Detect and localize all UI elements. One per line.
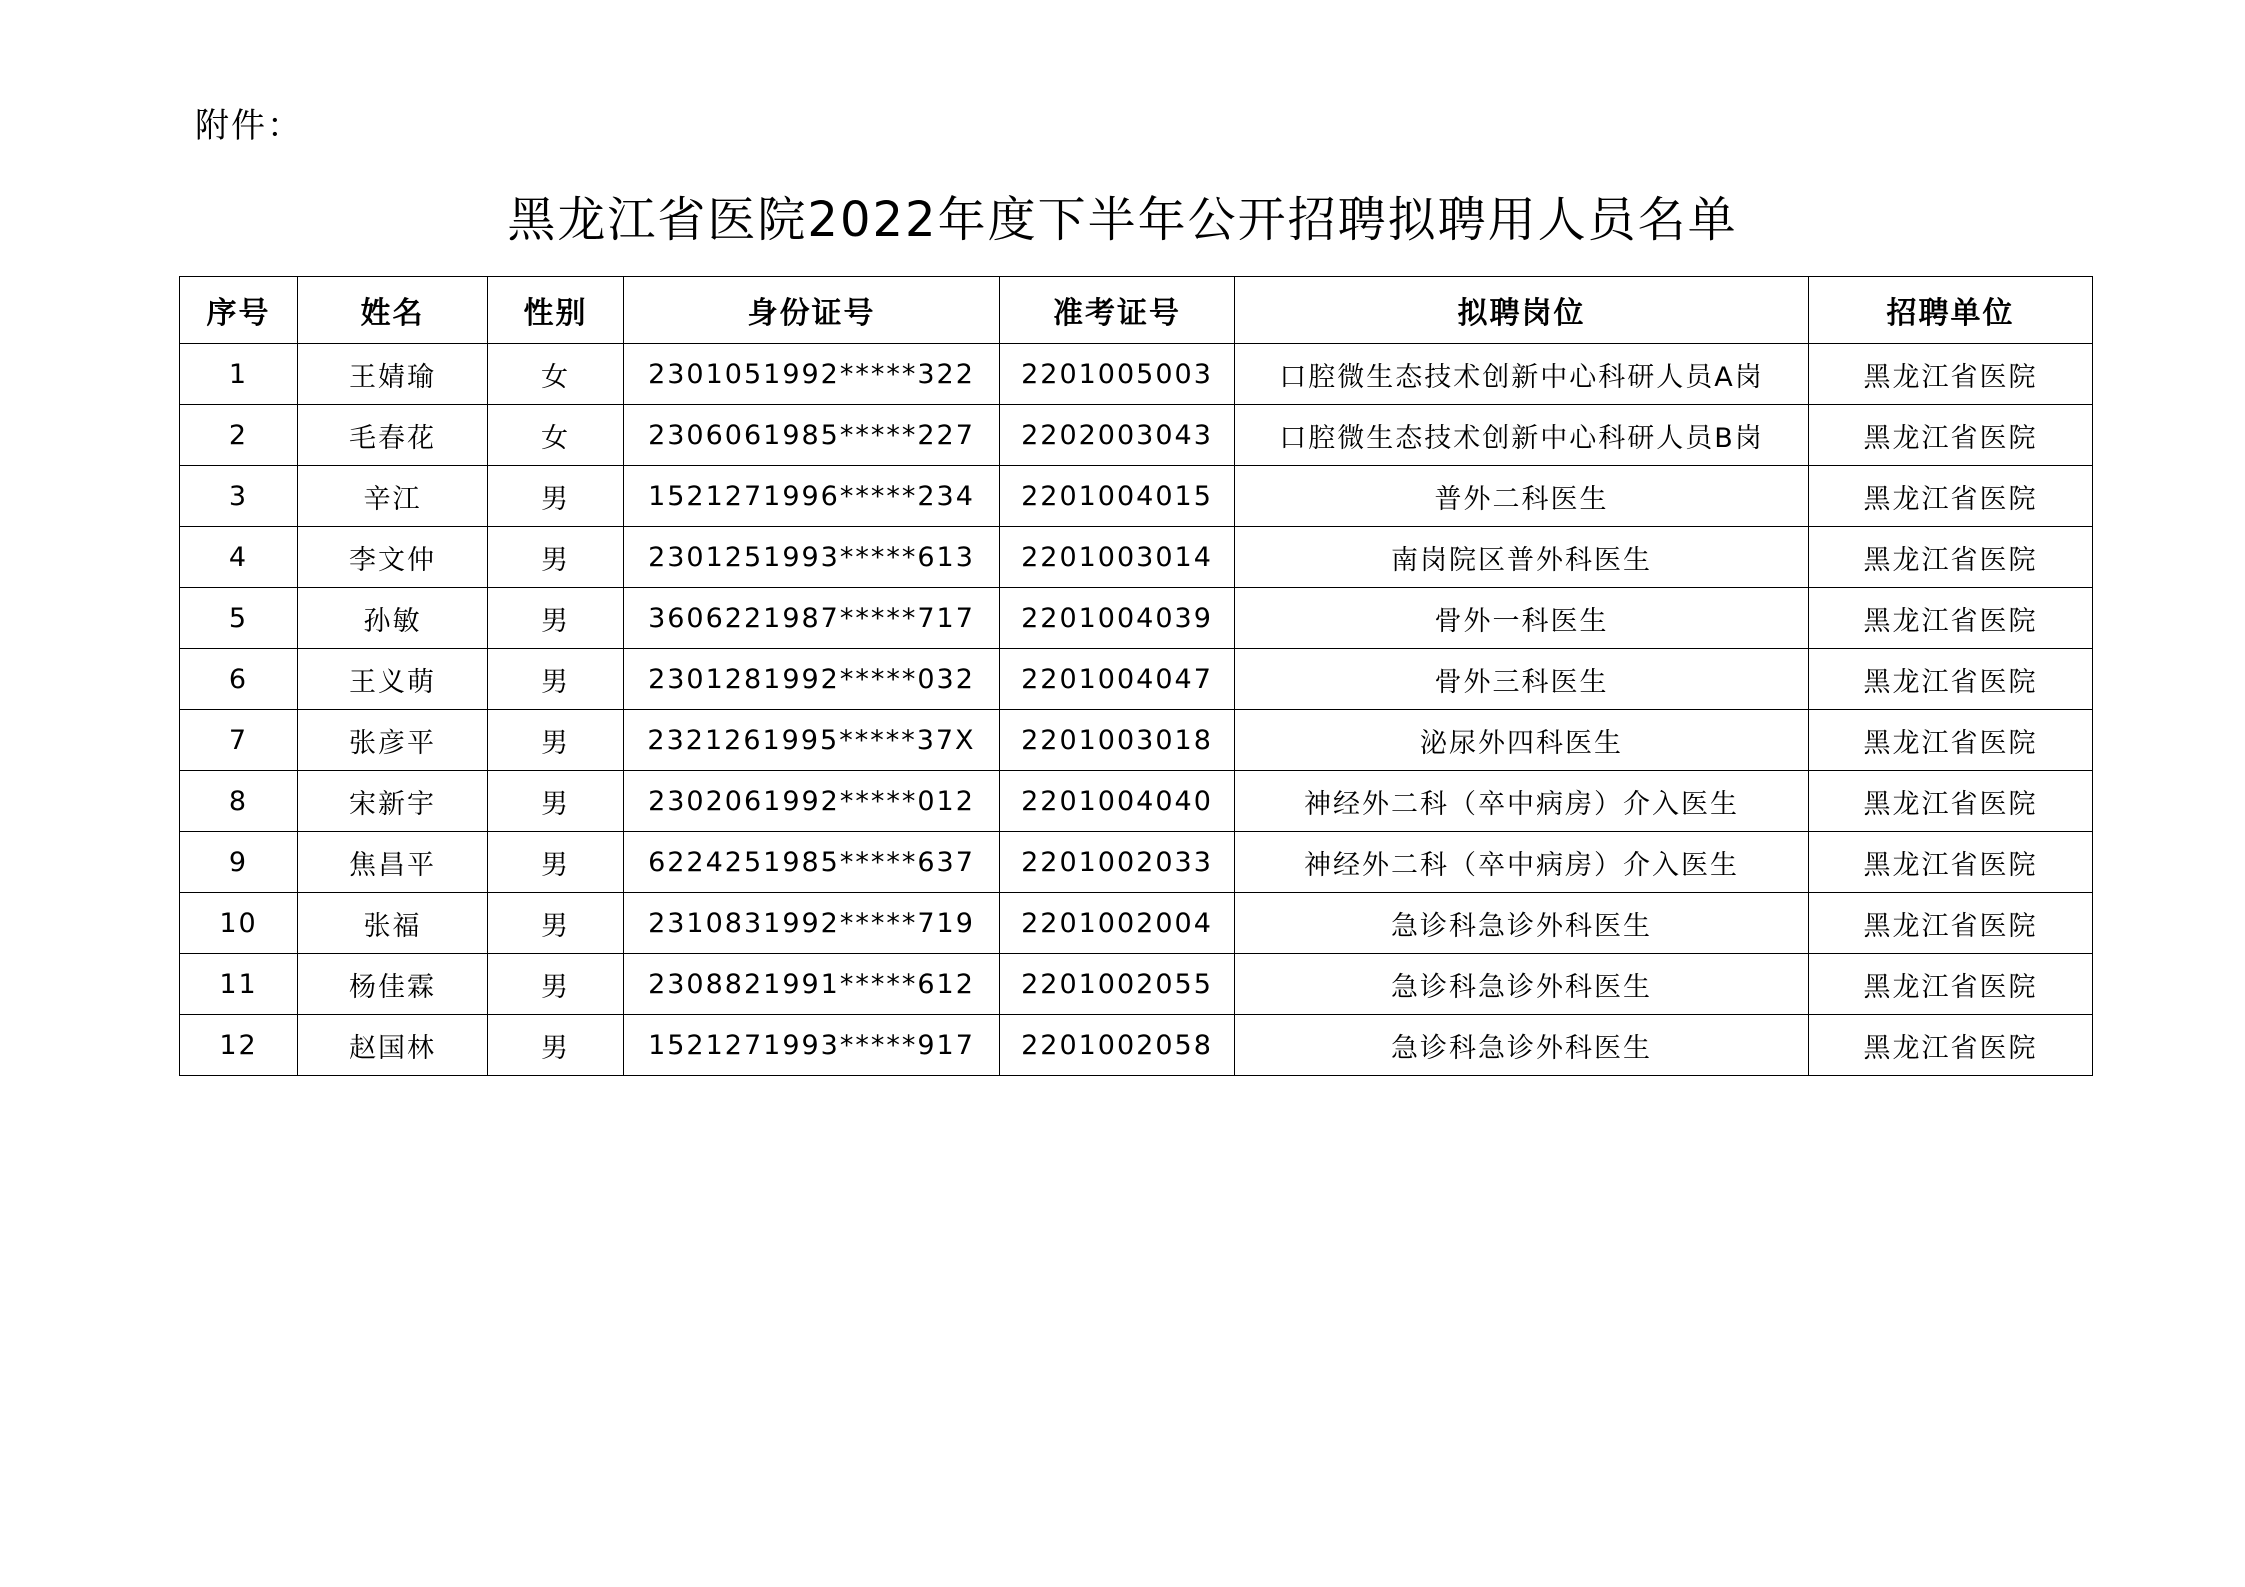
cell-gender: 男 [488,466,624,527]
cell-position: 口腔微生态技术创新中心科研人员B岗 [1235,405,1809,466]
table-row [180,832,2093,893]
cell-unit: 黑龙江省医院 [1809,649,2093,710]
cell-exam-number: 2201002055 [1000,954,1235,1015]
cell-unit: 黑龙江省医院 [1809,771,2093,832]
cell-exam-number: 2201003014 [1000,527,1235,588]
cell-no: 6 [180,649,298,710]
cell-no: 5 [180,588,298,649]
cell-gender: 男 [488,893,624,954]
column-header-unit: 招聘单位 [1809,277,2093,344]
cell-no: 7 [180,710,298,771]
cell-position: 口腔微生态技术创新中心科研人员A岗 [1235,344,1809,405]
cell-no: 3 [180,466,298,527]
attachment-label: 附件： [195,106,303,146]
cell-exam-number: 2201004040 [1000,771,1235,832]
cell-name: 王婧瑜 [298,344,488,405]
cell-no: 10 [180,893,298,954]
cell-position: 神经外二科（卒中病房）介入医生 [1235,832,1809,893]
cell-exam-number: 2201003018 [1000,710,1235,771]
cell-unit: 黑龙江省医院 [1809,405,2093,466]
cell-gender: 男 [488,771,624,832]
cell-unit: 黑龙江省医院 [1809,710,2093,771]
cell-position: 普外二科医生 [1235,466,1809,527]
cell-id-number: 2301051992*****322 [624,344,1000,405]
cell-position: 急诊科急诊外科医生 [1235,1015,1809,1076]
table-row [180,710,2093,771]
cell-exam-number: 2201004015 [1000,466,1235,527]
cell-id-number: 1521271996*****234 [624,466,1000,527]
cell-gender: 男 [488,588,624,649]
table-header-row [180,277,2093,344]
table-row [180,405,2093,466]
cell-exam-number: 2201005003 [1000,344,1235,405]
cell-gender: 女 [488,405,624,466]
cell-name: 李文仲 [298,527,488,588]
cell-no: 11 [180,954,298,1015]
table-row [180,893,2093,954]
cell-exam-number: 2201002004 [1000,893,1235,954]
cell-name: 杨佳霖 [298,954,488,1015]
cell-gender: 男 [488,649,624,710]
cell-id-number: 2306061985*****227 [624,405,1000,466]
column-header-position: 拟聘岗位 [1235,277,1809,344]
cell-name: 张福 [298,893,488,954]
cell-exam-number: 2201004047 [1000,649,1235,710]
table-row [180,954,2093,1015]
cell-exam-number: 2201002058 [1000,1015,1235,1076]
cell-unit: 黑龙江省医院 [1809,1015,2093,1076]
cell-no: 2 [180,405,298,466]
cell-unit: 黑龙江省医院 [1809,588,2093,649]
cell-no: 1 [180,344,298,405]
cell-no: 9 [180,832,298,893]
cell-unit: 黑龙江省医院 [1809,344,2093,405]
column-header-exam-number: 准考证号 [1000,277,1235,344]
cell-exam-number: 2201004039 [1000,588,1235,649]
cell-id-number: 2301281992*****032 [624,649,1000,710]
table-row [180,527,2093,588]
table-row [180,466,2093,527]
cell-id-number: 2310831992*****719 [624,893,1000,954]
cell-id-number: 2301251993*****613 [624,527,1000,588]
cell-name: 赵国林 [298,1015,488,1076]
cell-position: 骨外三科医生 [1235,649,1809,710]
cell-name: 毛春花 [298,405,488,466]
cell-position: 骨外一科医生 [1235,588,1809,649]
cell-position: 急诊科急诊外科医生 [1235,954,1809,1015]
cell-exam-number: 2202003043 [1000,405,1235,466]
cell-id-number: 2302061992*****012 [624,771,1000,832]
cell-unit: 黑龙江省医院 [1809,832,2093,893]
cell-unit: 黑龙江省医院 [1809,527,2093,588]
column-header-name: 姓名 [298,277,488,344]
cell-unit: 黑龙江省医院 [1809,466,2093,527]
table-row [180,344,2093,405]
cell-name: 焦昌平 [298,832,488,893]
cell-name: 张彦平 [298,710,488,771]
cell-id-number: 3606221987*****717 [624,588,1000,649]
cell-gender: 女 [488,344,624,405]
cell-name: 辛江 [298,466,488,527]
cell-id-number: 1521271993*****917 [624,1015,1000,1076]
cell-position: 急诊科急诊外科医生 [1235,893,1809,954]
column-header-gender: 性别 [488,277,624,344]
cell-gender: 男 [488,527,624,588]
table-row [180,1015,2093,1076]
cell-position: 泌尿外四科医生 [1235,710,1809,771]
table-row [180,771,2093,832]
column-header-id-number: 身份证号 [624,277,1000,344]
cell-no: 4 [180,527,298,588]
document-title: 黑龙江省医院2022年度下半年公开招聘拟聘用人员名单 [507,192,1738,248]
table-row [180,649,2093,710]
cell-no: 8 [180,771,298,832]
column-header-no: 序号 [180,277,298,344]
cell-name: 孙敏 [298,588,488,649]
cell-gender: 男 [488,1015,624,1076]
cell-position: 南岗院区普外科医生 [1235,527,1809,588]
cell-exam-number: 2201002033 [1000,832,1235,893]
table-row [180,588,2093,649]
cell-gender: 男 [488,832,624,893]
cell-no: 12 [180,1015,298,1076]
cell-id-number: 2308821991*****612 [624,954,1000,1015]
cell-name: 王义萌 [298,649,488,710]
cell-gender: 男 [488,954,624,1015]
cell-gender: 男 [488,710,624,771]
cell-id-number: 6224251985*****637 [624,832,1000,893]
cell-unit: 黑龙江省医院 [1809,893,2093,954]
hiring-roster-table [179,276,2093,1076]
cell-id-number: 2321261995*****37X [624,710,1000,771]
cell-name: 宋新宇 [298,771,488,832]
cell-position: 神经外二科（卒中病房）介入医生 [1235,771,1809,832]
cell-unit: 黑龙江省医院 [1809,954,2093,1015]
